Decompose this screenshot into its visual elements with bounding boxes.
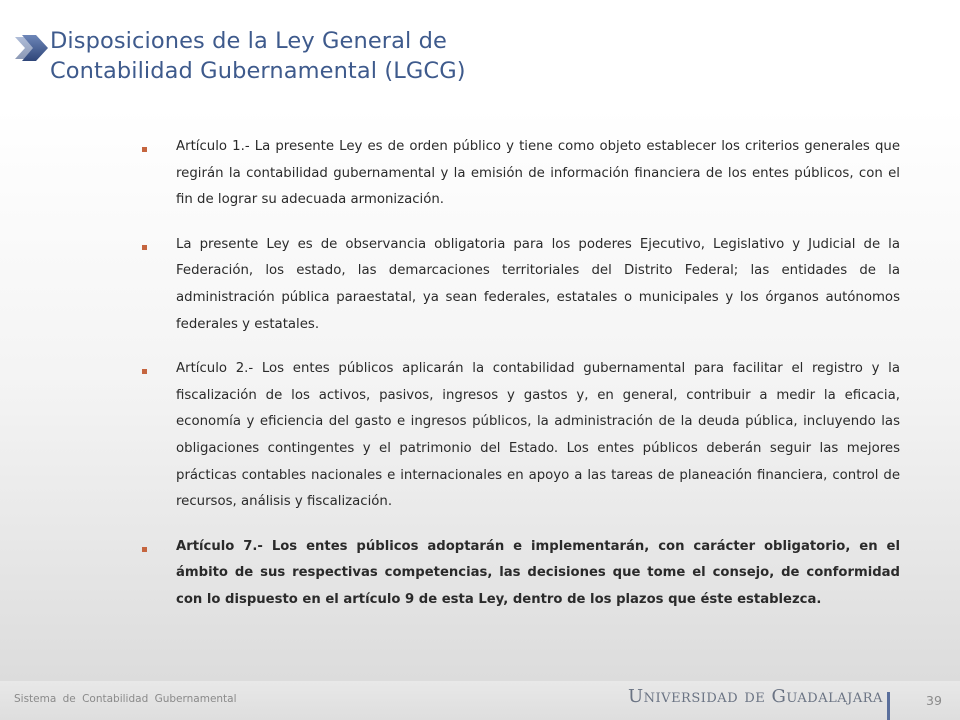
square-bullet-icon — [142, 369, 147, 374]
bullet-text: Artículo 2.- Los entes públicos aplicarán la contabilidad gubernamental para facilitar el registro y la fiscalización de los activos, pasivos, ingresos y gastos y, en general, contribuir a medir la eficacia, economía y eficiencia del gasto e ingresos públicos, la administración de la deuda pública, incluyendo las obligaciones contingentes y el patrimonio del Estado. Los entes públicos deberán seguir las mejores prácticas contables nacionales e internacionales en apoyo a las tareas de planeación financiera, control de recursos, análisis y fiscalización. — [176, 361, 900, 510]
page-number: 39 — [926, 693, 942, 708]
logo-divider — [887, 692, 890, 720]
bullet-list — [140, 134, 900, 632]
bullet-text: La presente Ley es de observancia obligatoria para los poderes Ejecutivo, Legislativo y Judicial de la Federación, los estado, las demarcaciones territoriales del Distrito Federal; las entidades de la administración pública paraestatal, ya sean federales, estatales o municipales y los órganos autónomos federales y estatales. — [176, 236, 900, 332]
slide-header — [14, 26, 914, 96]
bullet-item-articulo-1 — [140, 134, 900, 214]
bullet-item-articulo-7 — [140, 534, 900, 614]
double-chevron-right-icon — [14, 34, 50, 62]
footer-label: Sistema de Contabilidad Gubernamental — [14, 693, 237, 705]
slide-title-line-1: Disposiciones de la Ley General de — [50, 28, 447, 54]
square-bullet-icon — [142, 547, 147, 552]
slide-title-line-2: Contabilidad Gubernamental (LGCG) — [50, 58, 466, 84]
square-bullet-icon — [142, 147, 147, 152]
square-bullet-icon — [142, 245, 147, 250]
bullet-text: Artículo 7.- Los entes públicos adoptarán e implementarán, con carácter obligatorio, en el ámbito de sus respectivas competencias, las decisiones que tome el consejo, de conformidad con lo dispuesto en el artículo 9 de esta Ley, dentro de los plazos que éste establezca. — [176, 538, 900, 607]
bullet-item-observancia — [140, 232, 900, 338]
bullet-text: Artículo 1.- La presente Ley es de orden público y tiene como objeto establecer los criterios generales que regirán la contabilidad gubernamental y la emisión de información financiera de los entes públicos, con el fin de lograr su adecuada armonización. — [176, 139, 900, 208]
bullet-item-articulo-2 — [140, 356, 900, 516]
slide-title — [50, 26, 466, 86]
university-logo: Universidad de Guadalajara — [628, 686, 883, 707]
